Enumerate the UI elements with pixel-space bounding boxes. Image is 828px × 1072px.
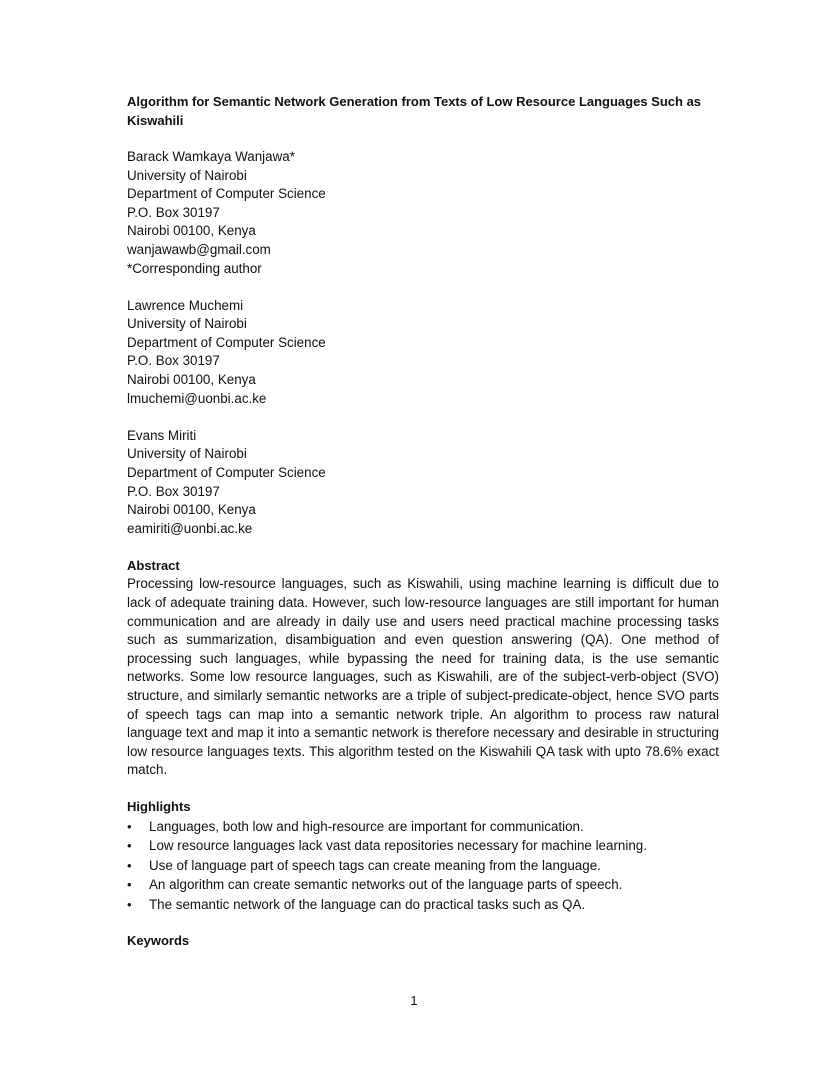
author-block-3 [127,427,719,539]
highlights-heading: Highlights [127,798,191,814]
author-list [127,148,719,538]
author-university: University of Nairobi [127,167,247,183]
author-department: Department of Computer Science [127,464,326,480]
author-block-1 [127,148,719,278]
list-item [127,817,719,837]
author-block-2 [127,297,719,409]
bullet-icon: • [127,838,132,854]
author-city: Nairobi 00100, Kenya [127,372,256,388]
abstract-heading: Abstract [127,557,180,573]
author-name: Evans Miriti [127,427,197,443]
abstract-text: Processing low-resource languages, such as Kiswahili, using machine learning is difficult due to lack of adequate training data. However, such low-resource languages are still important for human communication and are already in daily use and users need practical machine processing tasks such as summarization, disambiguation and even question answering (QA). One method of processing such languages, while bypassing the need for training data, is the use semantic networks. Some low resource languages, such as Kiswahili, are of the subject-verb-object (SVO) structure, and similarly semantic networks are a triple of subject-predicate-object, hence SVO parts of speech tags can map into a semantic network triple. An algorithm to process raw natural language text and map it into a semantic network is therefore necessary and desirable in structuring low resource languages texts. This algorithm tested on the Kiswahili QA task with upto 78.6% exact match. [127,576,719,778]
author-po-box: P.O. Box 30197 [127,204,220,220]
author-email: lmuchemi@uonbi.ac.ke [127,390,267,406]
author-department: Department of Computer Science [127,334,326,350]
author-city: Nairobi 00100, Kenya [127,223,256,239]
highlights-list [127,817,719,915]
list-item [127,856,719,876]
highlight-text: Languages, both low and high-resource are important for communication. [149,818,584,834]
bullet-icon: • [127,896,132,912]
highlight-text: Low resource languages lack vast data repositories necessary for machine learning. [149,838,647,854]
page-number: 1 [410,993,418,1008]
highlights-section [127,798,719,915]
highlight-text: The semantic network of the language can do practical tasks such as QA. [149,896,586,912]
list-item [127,836,719,856]
author-po-box: P.O. Box 30197 [127,483,220,499]
abstract-section [127,557,719,780]
list-item [127,895,719,915]
keywords-heading: Keywords [127,933,190,949]
author-name: Barack Wamkaya Wanjawa* [127,149,295,164]
author-name: Lawrence Muchemi [127,297,244,313]
highlight-text: An algorithm can create semantic networks out of the language parts of speech. [149,877,623,893]
highlight-text: Use of language part of speech tags can create meaning from the language. [149,857,601,873]
author-university: University of Nairobi [127,446,247,462]
bullet-icon: • [127,818,132,834]
author-department: Department of Computer Science [127,186,326,202]
paper-page [127,92,719,951]
author-university: University of Nairobi [127,316,247,332]
corresponding-author-note: *Corresponding author [127,260,262,276]
author-po-box: P.O. Box 30197 [127,353,220,369]
bullet-icon: • [127,857,132,873]
author-email: wanjawawb@gmail.com [127,241,271,257]
author-city: Nairobi 00100, Kenya [127,502,256,518]
paper-title: Algorithm for Semantic Network Generation from Texts of Low Resource Languages Such as Kiswahili [127,94,702,128]
list-item [127,875,719,895]
keywords-section [127,932,719,951]
author-email: eamiriti@uonbi.ac.ke [127,520,253,536]
bullet-icon: • [127,877,132,893]
